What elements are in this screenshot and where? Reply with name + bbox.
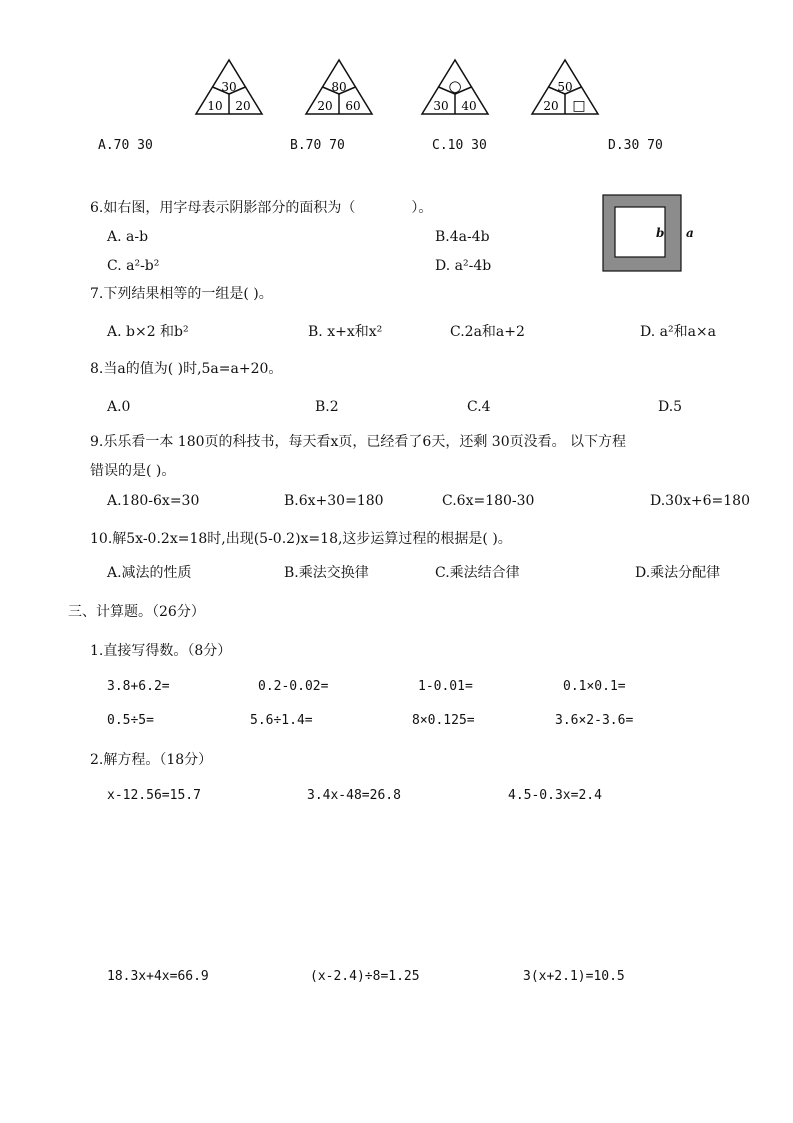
shaded-square-figure bbox=[602, 194, 682, 272]
equation-1: x-12.56=15.7 bbox=[107, 788, 201, 803]
tri1-top: 30 bbox=[221, 80, 237, 94]
equation-4: 18.3x+4x=66.9 bbox=[107, 969, 209, 984]
number-triangle-1 bbox=[194, 58, 264, 116]
q9-stem-line1: 9.乐乐看一本 180页的科技书，每天看x页，已经看了6天，还剩 30页没看。 以下方程 bbox=[90, 434, 627, 450]
q8-stem: 8.当a的值为( )时,5a=a+20。 bbox=[90, 361, 283, 377]
q6-option-b[interactable]: B.4a-4b bbox=[435, 229, 490, 245]
tri4-left: 20 bbox=[543, 99, 559, 113]
q10-option-d[interactable]: D.乘法分配律 bbox=[635, 565, 721, 581]
q10-option-b[interactable]: B.乘法交换律 bbox=[284, 565, 369, 581]
q8-option-c[interactable]: C.4 bbox=[467, 399, 491, 415]
q9-option-a[interactable]: A.180-6x=30 bbox=[107, 493, 200, 509]
q9-option-d[interactable]: D.30x+6=180 bbox=[650, 493, 750, 509]
q10-stem: 10.解5x-0.2x=18时,出现(5-0.2)x=18,这步运算过程的根据是( )。 bbox=[90, 531, 512, 547]
q9-stem-line2: 错误的是( )。 bbox=[90, 463, 176, 479]
q5-option-d[interactable]: D.30 70 bbox=[608, 138, 663, 153]
q8-option-d[interactable]: D.5 bbox=[658, 399, 683, 415]
figure-label-b: b bbox=[656, 226, 665, 240]
calc-6: 5.6÷1.4= bbox=[250, 713, 313, 728]
tri4-top: 50 bbox=[557, 80, 573, 94]
tri2-right: 60 bbox=[345, 99, 361, 113]
q6-option-c[interactable]: C. a²-b² bbox=[107, 258, 160, 274]
q8-option-b[interactable]: B.2 bbox=[315, 399, 339, 415]
tri3-right: 40 bbox=[461, 99, 477, 113]
calc-8: 3.6×2-3.6= bbox=[555, 713, 634, 728]
tri2-top: 80 bbox=[331, 80, 347, 94]
equation-5: (x-2.4)÷8=1.25 bbox=[310, 969, 420, 984]
part1-title: 1.直接写得数。（8分） bbox=[90, 643, 232, 659]
q7-option-b[interactable]: B. x+x和x² bbox=[308, 324, 383, 340]
tri3-top-circle-icon: ○ bbox=[448, 77, 462, 95]
calc-2: 0.2-0.02= bbox=[258, 679, 329, 694]
q7-option-d[interactable]: D. a²和a×a bbox=[640, 324, 717, 340]
q5-option-b[interactable]: B.70 70 bbox=[290, 138, 345, 153]
calc-5: 0.5÷5= bbox=[107, 713, 154, 728]
tri2-left: 20 bbox=[317, 99, 333, 113]
tri1-left: 10 bbox=[207, 99, 223, 113]
equation-6: 3(x+2.1)=10.5 bbox=[523, 969, 625, 984]
q7-stem: 7.下列结果相等的一组是( )。 bbox=[90, 286, 273, 302]
q6-option-d[interactable]: D. a²-4b bbox=[435, 258, 492, 274]
calc-3: 1-0.01= bbox=[418, 679, 473, 694]
tri4-right-square-icon: □ bbox=[572, 98, 586, 114]
q10-option-a[interactable]: A.减法的性质 bbox=[107, 565, 192, 581]
q9-option-c[interactable]: C.6x=180-30 bbox=[442, 493, 535, 509]
calc-1: 3.8+6.2= bbox=[107, 679, 170, 694]
equation-3: 4.5-0.3x=2.4 bbox=[508, 788, 602, 803]
q7-option-c[interactable]: C.2a和a+2 bbox=[450, 324, 525, 340]
calc-7: 8×0.125= bbox=[412, 713, 475, 728]
q9-option-b[interactable]: B.6x+30=180 bbox=[284, 493, 384, 509]
number-triangle-3 bbox=[420, 58, 490, 116]
q5-option-a[interactable]: A.70 30 bbox=[98, 138, 153, 153]
q7-option-a[interactable]: A. b×2 和b² bbox=[107, 324, 189, 340]
figure-label-a: a bbox=[686, 226, 694, 240]
calc-4: 0.1×0.1= bbox=[563, 679, 626, 694]
q6-option-a[interactable]: A. a-b bbox=[107, 229, 149, 245]
section3-title: 三、计算题。（26分） bbox=[68, 604, 205, 620]
number-triangle-4 bbox=[530, 58, 600, 116]
q5-option-c[interactable]: C.10 30 bbox=[432, 138, 487, 153]
q8-option-a[interactable]: A.0 bbox=[107, 399, 131, 415]
q10-option-c[interactable]: C.乘法结合律 bbox=[435, 565, 520, 581]
part2-title: 2.解方程。（18分） bbox=[90, 752, 213, 768]
tri3-left: 30 bbox=[433, 99, 449, 113]
tri1-right: 20 bbox=[235, 99, 251, 113]
equation-2: 3.4x-48=26.8 bbox=[307, 788, 401, 803]
q6-stem: 6.如右图，用字母表示阴影部分的面积为（ ）。 bbox=[90, 200, 433, 216]
number-triangle-2 bbox=[304, 58, 374, 116]
